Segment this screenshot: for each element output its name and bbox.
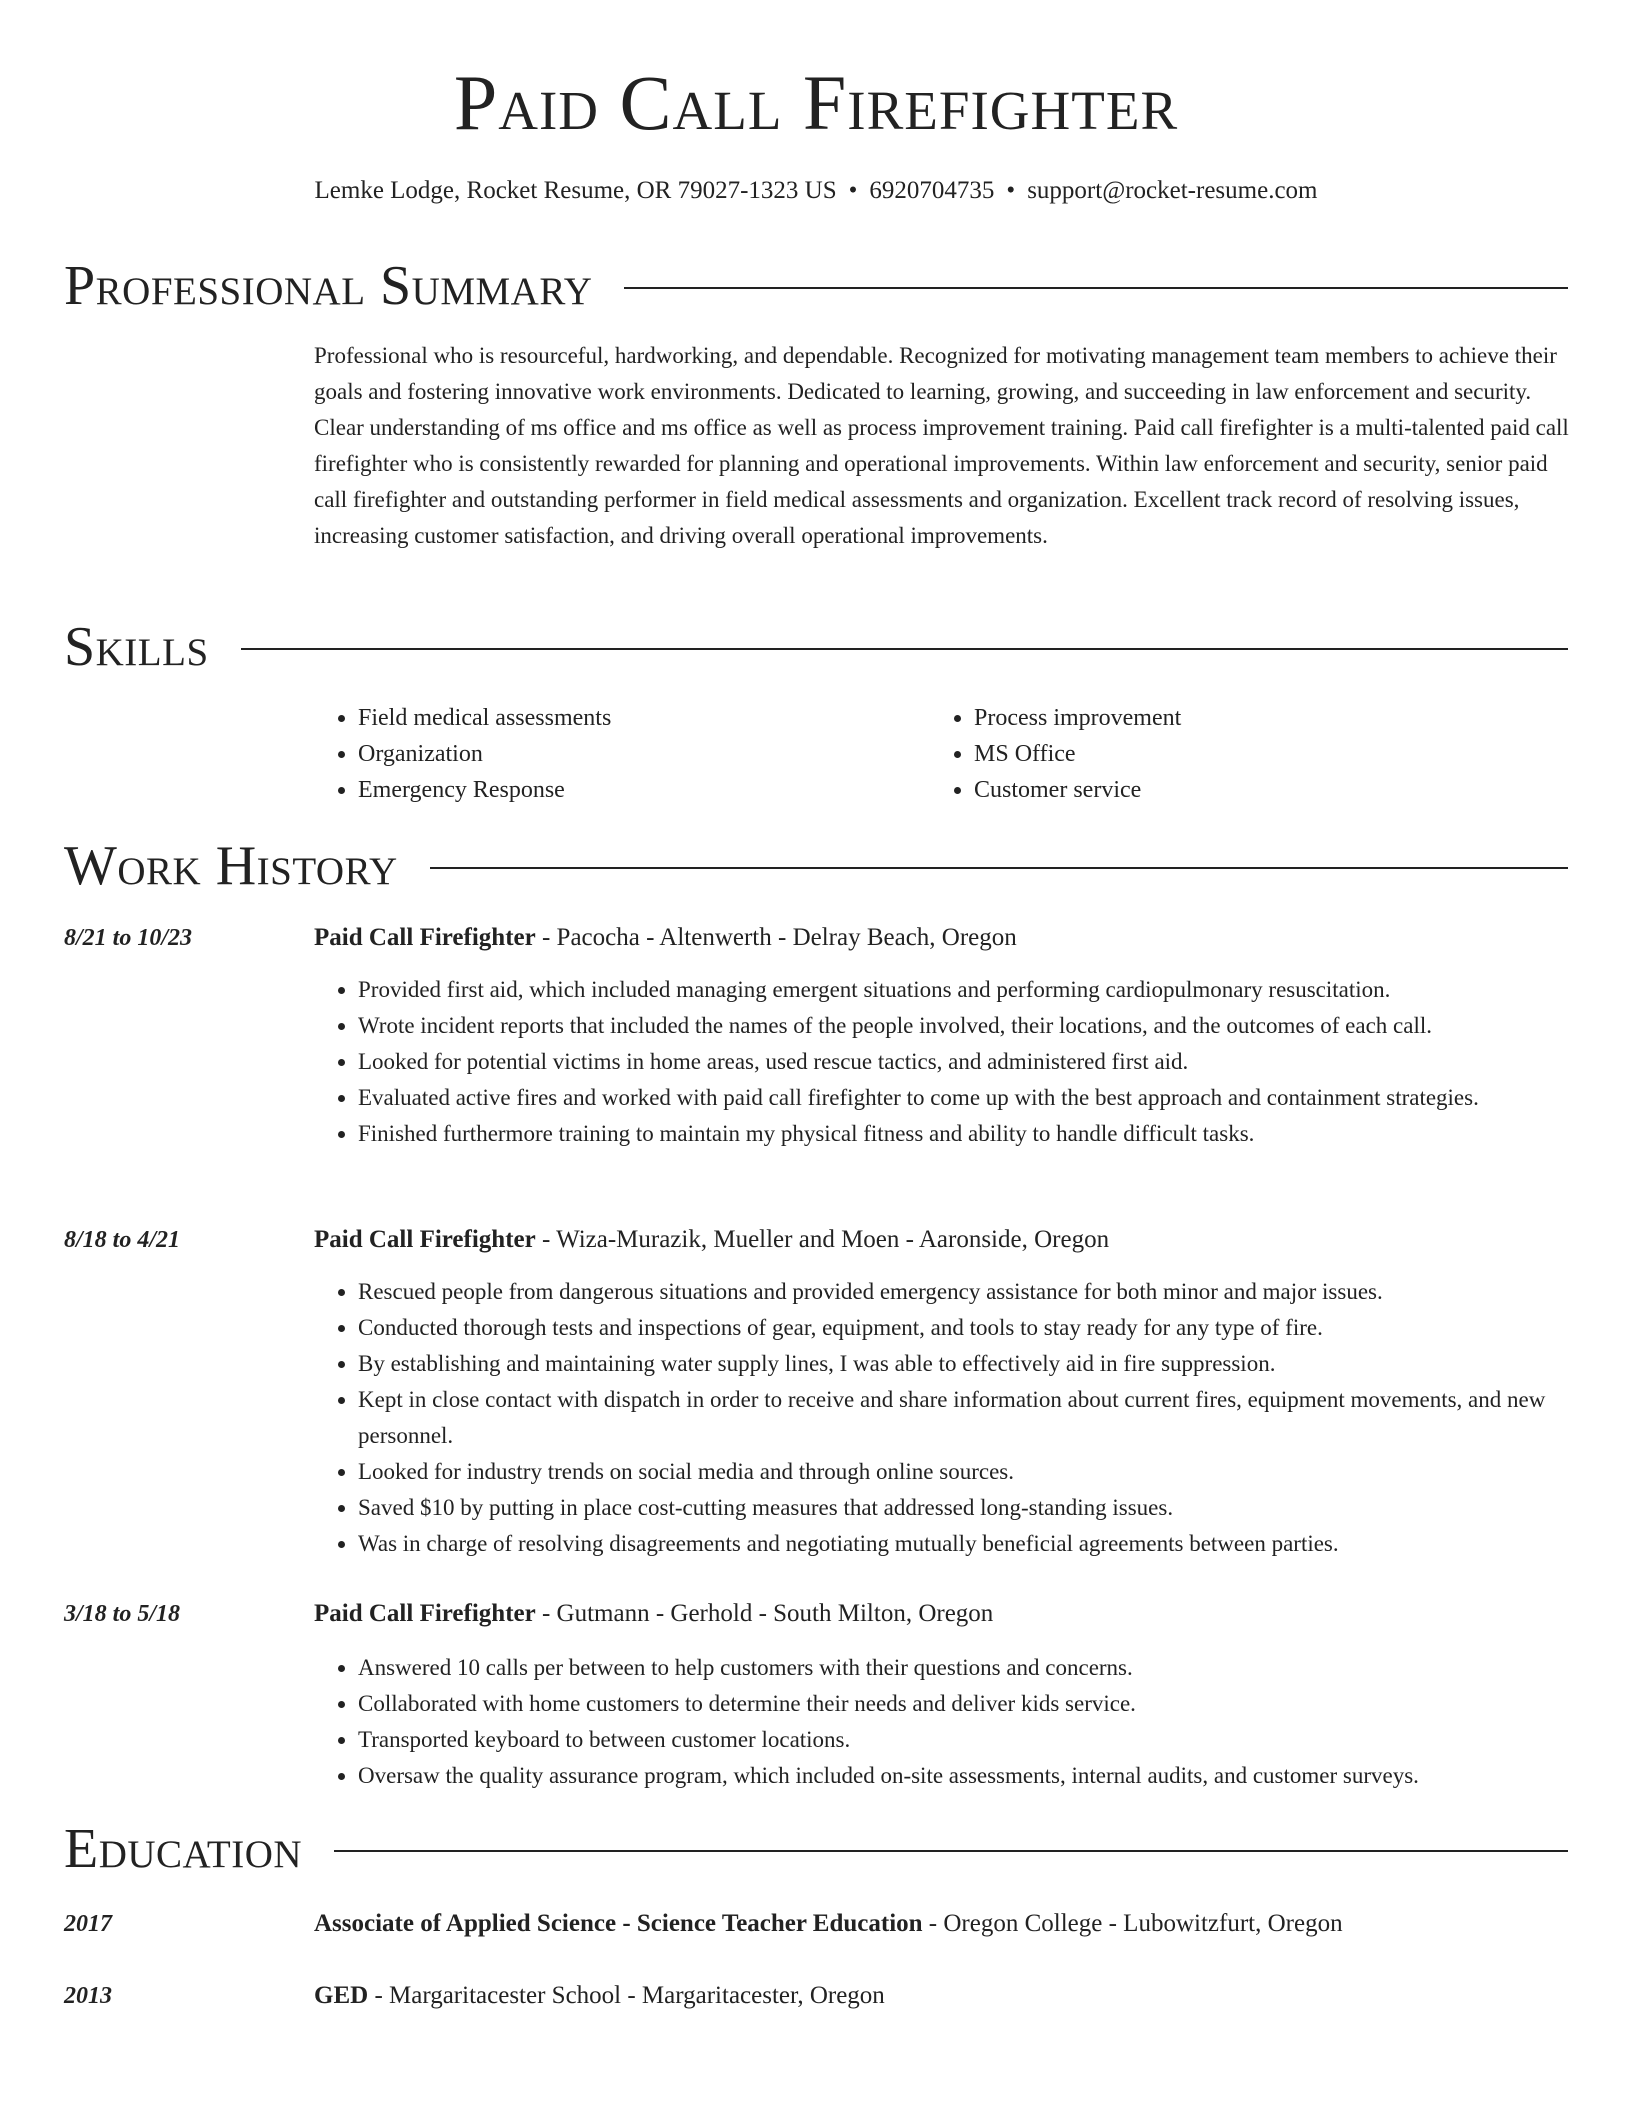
section-title: Education bbox=[64, 1818, 303, 1880]
list-item: • Kept in close contact with dispatch in order to receive and share information about current fires, equipment movements, and new personnel. bbox=[358, 1382, 1570, 1454]
job-bullet-list bbox=[314, 1650, 1570, 1794]
education-year: 2017 bbox=[64, 1911, 112, 1937]
summary-paragraph: Professional who is resourceful, hardworking, and dependable. Recognized for motivating management team members to achieve their goals and fostering innovative work environments. Dedicated to learning, growing, and succeeding in law enforcement and security. Clear understanding of ms office and ms office as well as process improvement training. Paid call firefighter is a multi-talented paid call firefighter who is consistently rewarded for planning and operational improvements. Within law enforcement and security, senior paid call firefighter and outstanding performer in field medical assessments and organization. Excellent track record of resolving issues, increasing customer satisfaction, and driving overall operational improvements. bbox=[314, 343, 1569, 548]
section-header-skills bbox=[64, 617, 1568, 677]
section-title: Professional Summary bbox=[64, 255, 593, 317]
candidate-name: Paid Call Firefighter bbox=[453, 59, 1179, 146]
list-item: • Answered 10 calls per between to help customers with their questions and concerns. bbox=[358, 1650, 1570, 1686]
skill-item: • Organization bbox=[358, 736, 611, 772]
list-item: • Conducted thorough tests and inspections of gear, equipment, and tools to stay ready for any type of fire. bbox=[358, 1310, 1570, 1346]
contact-separator: • bbox=[848, 177, 858, 204]
job-heading bbox=[314, 1596, 993, 1632]
job-employer-location: - Wiza-Murazik, Mueller and Moen - Aaronside, Oregon bbox=[541, 1226, 1110, 1253]
job-dates: 8/18 to 4/21 bbox=[64, 1227, 181, 1253]
list-item: • Finished furthermore training to maintain my physical fitness and ability to handle difficult tasks. bbox=[358, 1116, 1570, 1152]
school-location: - Oregon College - Lubowitzfurt, Oregon bbox=[928, 1910, 1343, 1937]
education-entry bbox=[314, 1906, 1343, 1942]
skill-item: • Emergency Response bbox=[358, 772, 611, 808]
skills-list-left bbox=[314, 700, 611, 808]
section-divider bbox=[334, 1850, 1568, 1852]
skill-item: • Customer service bbox=[974, 772, 1181, 808]
list-item: • By establishing and maintaining water supply lines, I was able to effectively aid in fire suppression. bbox=[358, 1346, 1570, 1382]
contact-address: Lemke Lodge, Rocket Resume, OR 79027-1323 US bbox=[314, 177, 837, 204]
list-item: • Oversaw the quality assurance program, which included on-site assessments, internal audits, and customer surveys. bbox=[358, 1758, 1570, 1794]
section-header-education bbox=[64, 1819, 1568, 1879]
list-item: • Provided first aid, which included managing emergent situations and performing cardiopulmonary resuscitation. bbox=[358, 972, 1570, 1008]
list-item: • Was in charge of resolving disagreements and negotiating mutually beneficial agreements between parties. bbox=[358, 1526, 1570, 1562]
education-entry bbox=[314, 1978, 885, 2014]
contact-phone: 6920704735 bbox=[869, 177, 995, 204]
degree-title: Associate of Applied Science - Science Teacher Education bbox=[314, 1910, 923, 1937]
job-heading bbox=[314, 1222, 1109, 1258]
job-bullet-list bbox=[314, 972, 1570, 1152]
job-title: Paid Call Firefighter bbox=[314, 1600, 536, 1627]
list-item: • Looked for industry trends on social media and through online sources. bbox=[358, 1454, 1570, 1490]
degree-title: GED bbox=[314, 1982, 369, 2009]
skill-item: • Field medical assessments bbox=[358, 700, 611, 736]
contact-line bbox=[0, 174, 1632, 208]
contact-separator: • bbox=[1006, 177, 1016, 204]
section-divider bbox=[624, 287, 1568, 289]
section-title: Skills bbox=[64, 616, 209, 678]
job-dates: 8/21 to 10/23 bbox=[64, 925, 193, 951]
skill-item: • MS Office bbox=[974, 736, 1181, 772]
section-header-work-history bbox=[64, 836, 1568, 896]
section-title: Work History bbox=[64, 835, 398, 897]
job-employer-location: - Gutmann - Gerhold - South Milton, Oregon bbox=[541, 1600, 994, 1627]
school-location: - Margaritacester School - Margaritacester, Oregon bbox=[374, 1982, 885, 2009]
job-title: Paid Call Firefighter bbox=[314, 1226, 536, 1253]
contact-email[interactable]: support@rocket-resume.com bbox=[1027, 177, 1318, 204]
section-divider bbox=[430, 867, 1568, 869]
list-item: • Transported keyboard to between customer locations. bbox=[358, 1722, 1570, 1758]
list-item: • Wrote incident reports that included the names of the people involved, their locations, and the outcomes of each call. bbox=[358, 1008, 1570, 1044]
job-dates: 3/18 to 5/18 bbox=[64, 1601, 181, 1627]
education-year: 2013 bbox=[64, 1983, 112, 2009]
list-item: • Rescued people from dangerous situations and provided emergency assistance for both minor and major issues. bbox=[358, 1274, 1570, 1310]
section-divider bbox=[241, 648, 1568, 650]
list-item: • Saved $10 by putting in place cost-cutting measures that addressed long-standing issues. bbox=[358, 1490, 1570, 1526]
list-item: • Looked for potential victims in home areas, used rescue tactics, and administered first aid. bbox=[358, 1044, 1570, 1080]
skills-list-right bbox=[930, 700, 1181, 808]
job-employer-location: - Pacocha - Altenwerth - Delray Beach, Oregon bbox=[541, 924, 1017, 951]
job-title: Paid Call Firefighter bbox=[314, 924, 536, 951]
job-heading bbox=[314, 920, 1017, 956]
section-header-summary bbox=[64, 256, 1568, 316]
list-item: • Evaluated active fires and worked with paid call firefighter to come up with the best approach and containment strategies. bbox=[358, 1080, 1570, 1116]
list-item: • Collaborated with home customers to determine their needs and deliver kids service. bbox=[358, 1686, 1570, 1722]
job-bullet-list bbox=[314, 1274, 1570, 1562]
skill-item: • Process improvement bbox=[974, 700, 1181, 736]
